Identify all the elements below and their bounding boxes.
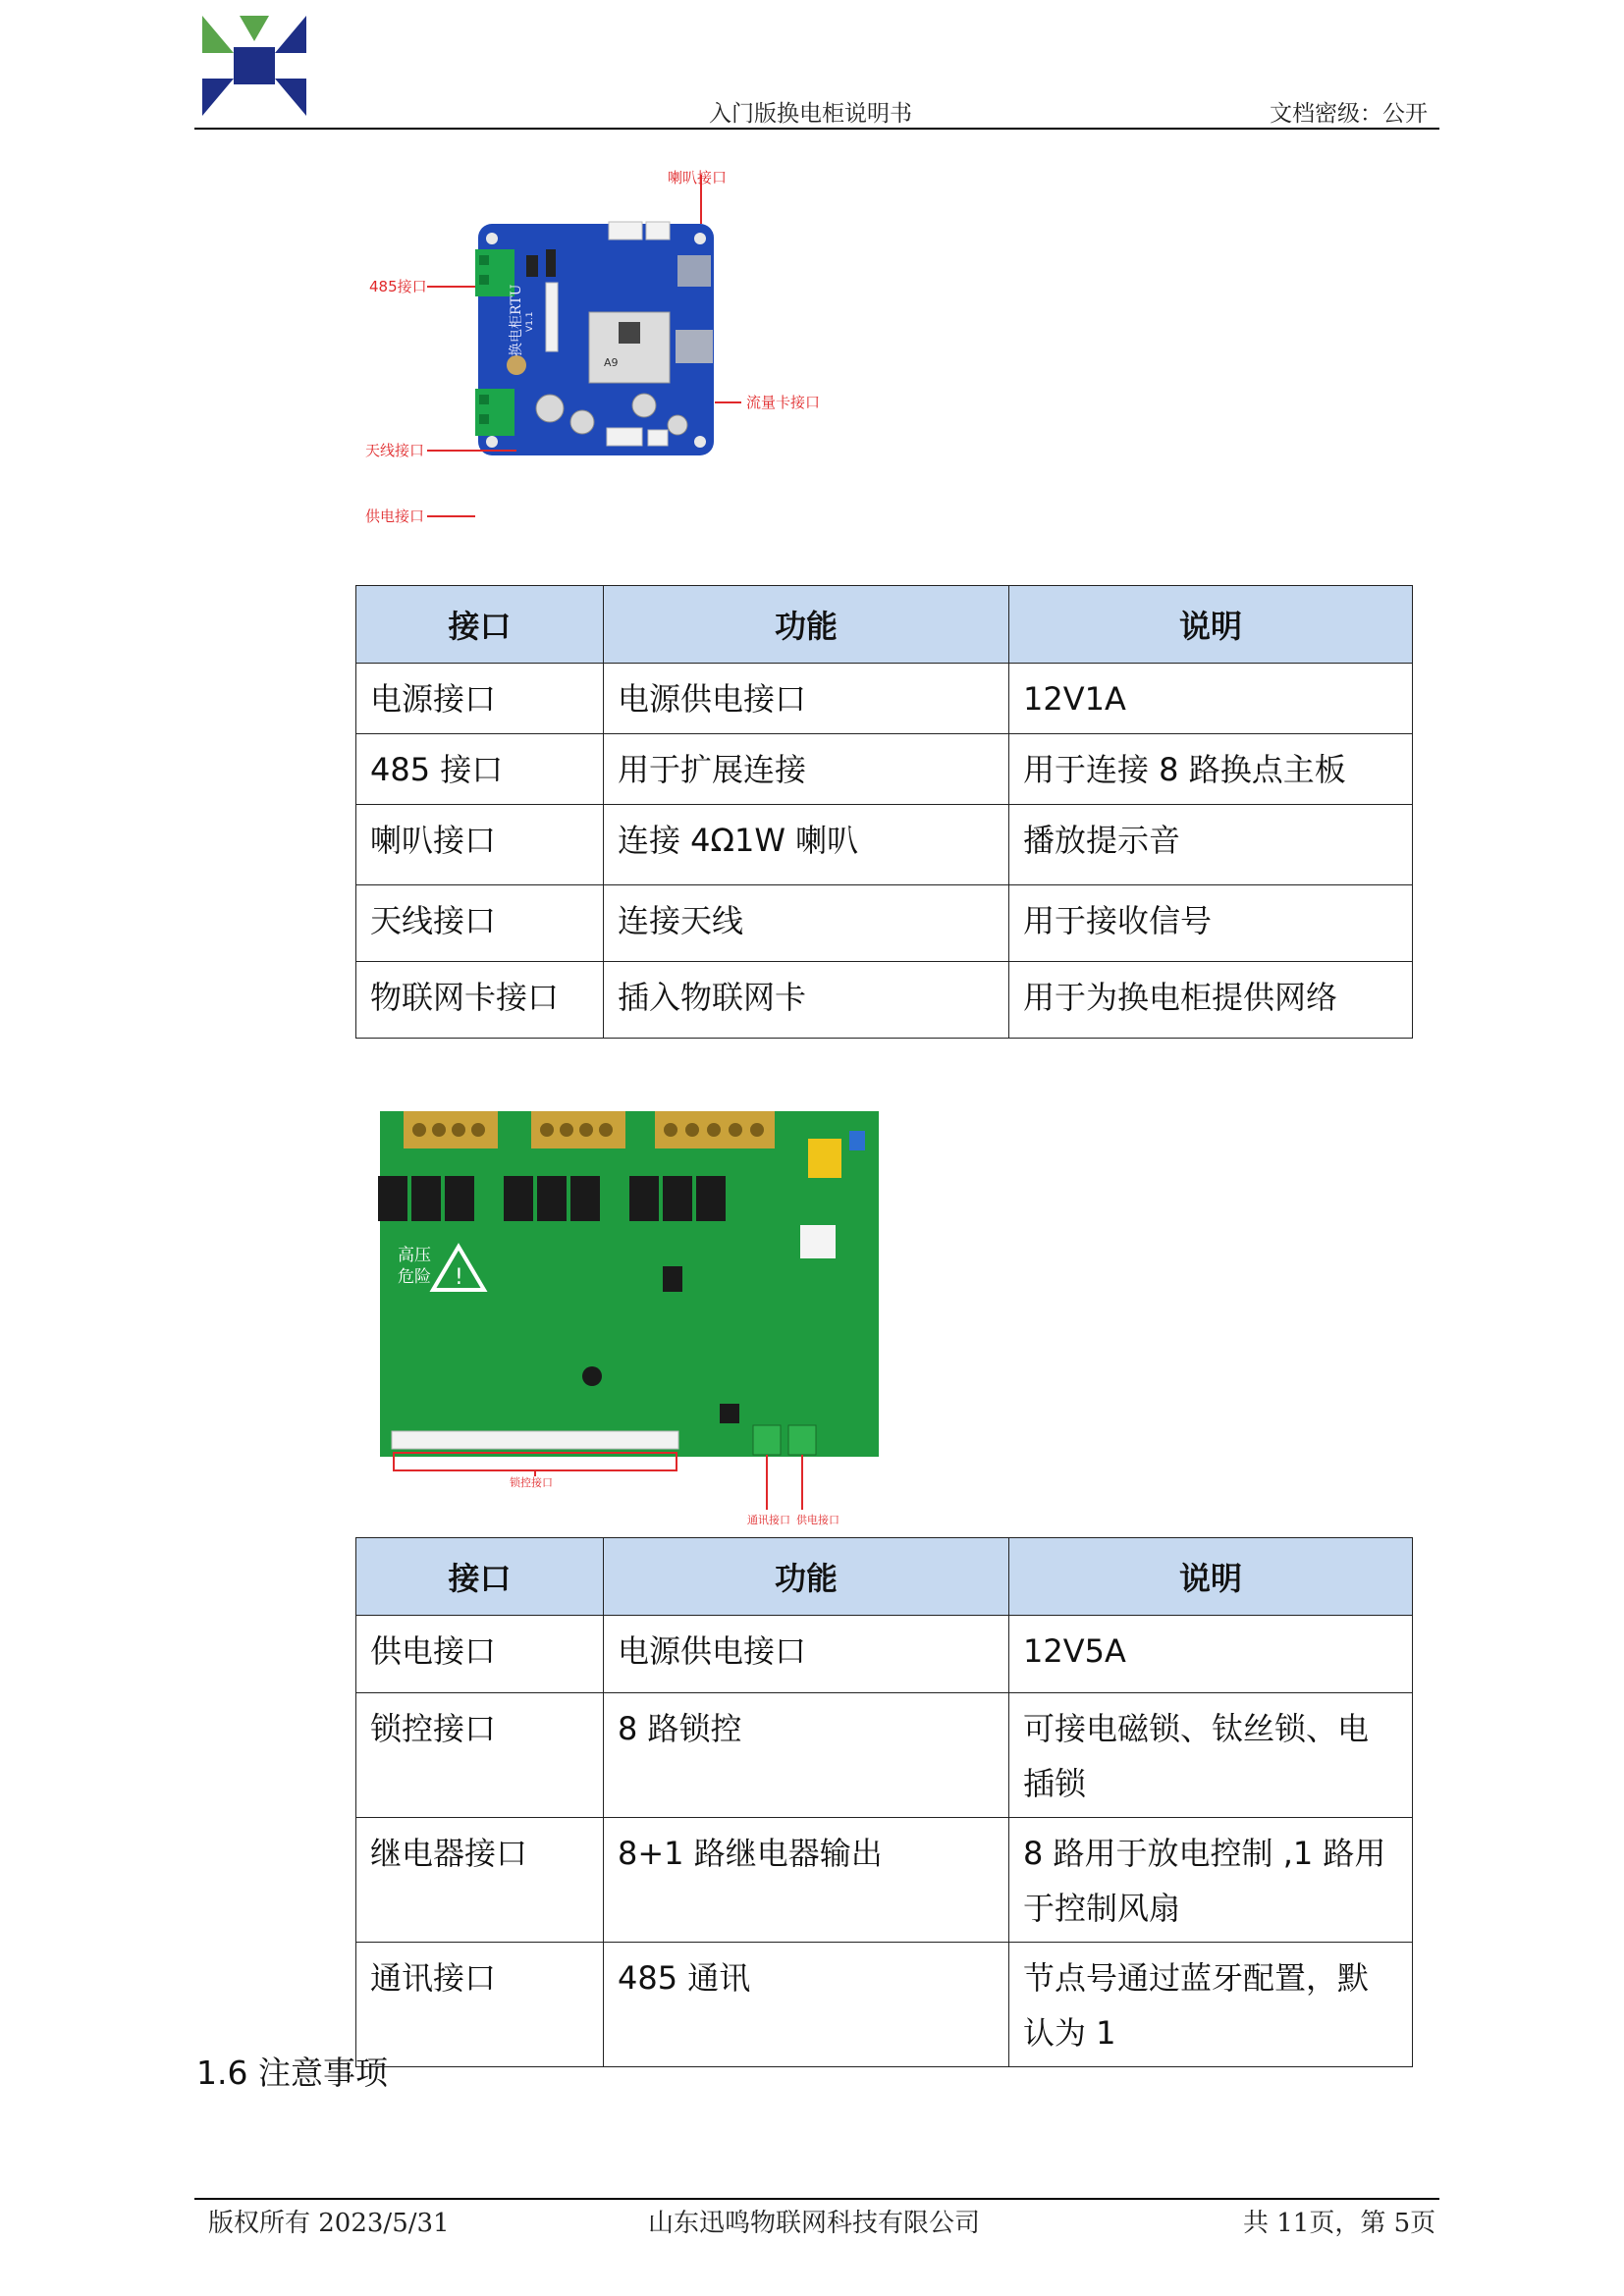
callout-sim: 流量卡接口 bbox=[746, 394, 821, 411]
table-row bbox=[356, 664, 1413, 734]
table-row bbox=[356, 1818, 1413, 1943]
table-cell: 8+1 路继电器输出 bbox=[604, 1818, 1009, 1943]
callout-lock: 锁控接口 bbox=[510, 1476, 553, 1489]
callout-485: 485接口 bbox=[369, 278, 427, 295]
silk-version: V1.1 bbox=[525, 311, 535, 332]
comm-terminal bbox=[753, 1425, 781, 1455]
table-cell: 用于连接 8 路换点主板 bbox=[1009, 734, 1413, 805]
table-row bbox=[356, 962, 1413, 1039]
table-cell: 485 通讯 bbox=[604, 1943, 1009, 2067]
antenna-jack bbox=[507, 355, 526, 375]
company-logo bbox=[200, 14, 308, 118]
header-description: 说明 bbox=[1009, 586, 1413, 664]
table-cell: 用于扩展连接 bbox=[604, 734, 1009, 805]
table-header-row bbox=[356, 1538, 1413, 1616]
footer-copyright: 版权所有 2023/5/31 bbox=[208, 2209, 450, 2238]
table-cell: 8 路用于放电控制 ,1 路用于控制风扇 bbox=[1009, 1818, 1413, 1943]
footer-rule bbox=[194, 2198, 1439, 2200]
relay-interface-table bbox=[355, 1537, 1413, 2067]
rtu-board-figure bbox=[353, 165, 962, 577]
table-cell: 可接电磁锁、钛丝锁、电插锁 bbox=[1009, 1693, 1413, 1818]
callout-power: 供电接口 bbox=[365, 507, 425, 525]
table-cell: 连接天线 bbox=[604, 885, 1009, 962]
table-row bbox=[356, 1693, 1413, 1818]
silk-title: 换电柜RTU bbox=[509, 284, 524, 356]
header-interface: 接口 bbox=[356, 586, 604, 664]
table-cell: 通讯接口 bbox=[356, 1943, 604, 2067]
sim-slot bbox=[676, 330, 713, 363]
table-cell: 喇叭接口 bbox=[356, 805, 604, 885]
header-description: 说明 bbox=[1009, 1538, 1413, 1616]
document-classification: 文档密级：公开 bbox=[1270, 101, 1428, 127]
callout-comm: 通讯接口 bbox=[747, 1514, 790, 1526]
relay-board-figure bbox=[376, 1097, 887, 1529]
table-cell: 播放提示音 bbox=[1009, 805, 1413, 885]
callout-speaker: 喇叭接口 bbox=[667, 169, 727, 187]
table-cell: 继电器接口 bbox=[356, 1818, 604, 1943]
table-row bbox=[356, 805, 1413, 885]
table-cell: 8 路锁控 bbox=[604, 1693, 1009, 1818]
table-cell: 用于接收信号 bbox=[1009, 885, 1413, 962]
table-row bbox=[356, 885, 1413, 962]
table-row bbox=[356, 1616, 1413, 1693]
table-cell: 物联网卡接口 bbox=[356, 962, 604, 1039]
svg-text:!: ! bbox=[455, 1265, 463, 1290]
rtu-interface-table bbox=[355, 585, 1413, 1039]
table-header-row bbox=[356, 586, 1413, 664]
warning-text-2: 危险 bbox=[398, 1267, 431, 1287]
table-cell: 电源供电接口 bbox=[604, 664, 1009, 734]
table-cell: 485 接口 bbox=[356, 734, 604, 805]
table-cell: 用于为换电柜提供网络 bbox=[1009, 962, 1413, 1039]
module-label: A9 bbox=[604, 356, 619, 369]
table-cell: 电源供电接口 bbox=[604, 1616, 1009, 1693]
footer-pagination: 共 11页，第 5页 bbox=[1243, 2209, 1436, 2238]
footer-company: 山东迅鸣物联网科技有限公司 bbox=[648, 2209, 981, 2238]
table-cell: 插入物联网卡 bbox=[604, 962, 1009, 1039]
table-row bbox=[356, 1943, 1413, 2067]
table-cell: 节点号通过蓝牙配置，默认为 1 bbox=[1009, 1943, 1413, 2067]
callout-power2: 供电接口 bbox=[796, 1514, 839, 1526]
table-cell: 供电接口 bbox=[356, 1616, 604, 1693]
header-function: 功能 bbox=[604, 586, 1009, 664]
section-heading: 1.6 注意事项 bbox=[196, 2054, 388, 2092]
header-rule bbox=[194, 128, 1439, 130]
table-cell: 锁控接口 bbox=[356, 1693, 604, 1818]
table-cell: 天线接口 bbox=[356, 885, 604, 962]
table-row bbox=[356, 734, 1413, 805]
power-terminal bbox=[788, 1425, 816, 1455]
table-cell: 连接 4Ω1W 喇叭 bbox=[604, 805, 1009, 885]
table-cell: 电源接口 bbox=[356, 664, 604, 734]
header-interface: 接口 bbox=[356, 1538, 604, 1616]
lock-connector-row bbox=[392, 1431, 678, 1449]
document-title: 入门版换电柜说明书 bbox=[709, 101, 912, 127]
table-cell: 12V5A bbox=[1009, 1616, 1413, 1693]
warning-text-1: 高压 bbox=[398, 1246, 431, 1265]
table-cell: 12V1A bbox=[1009, 664, 1413, 734]
callout-antenna: 天线接口 bbox=[365, 442, 425, 459]
header-function: 功能 bbox=[604, 1538, 1009, 1616]
